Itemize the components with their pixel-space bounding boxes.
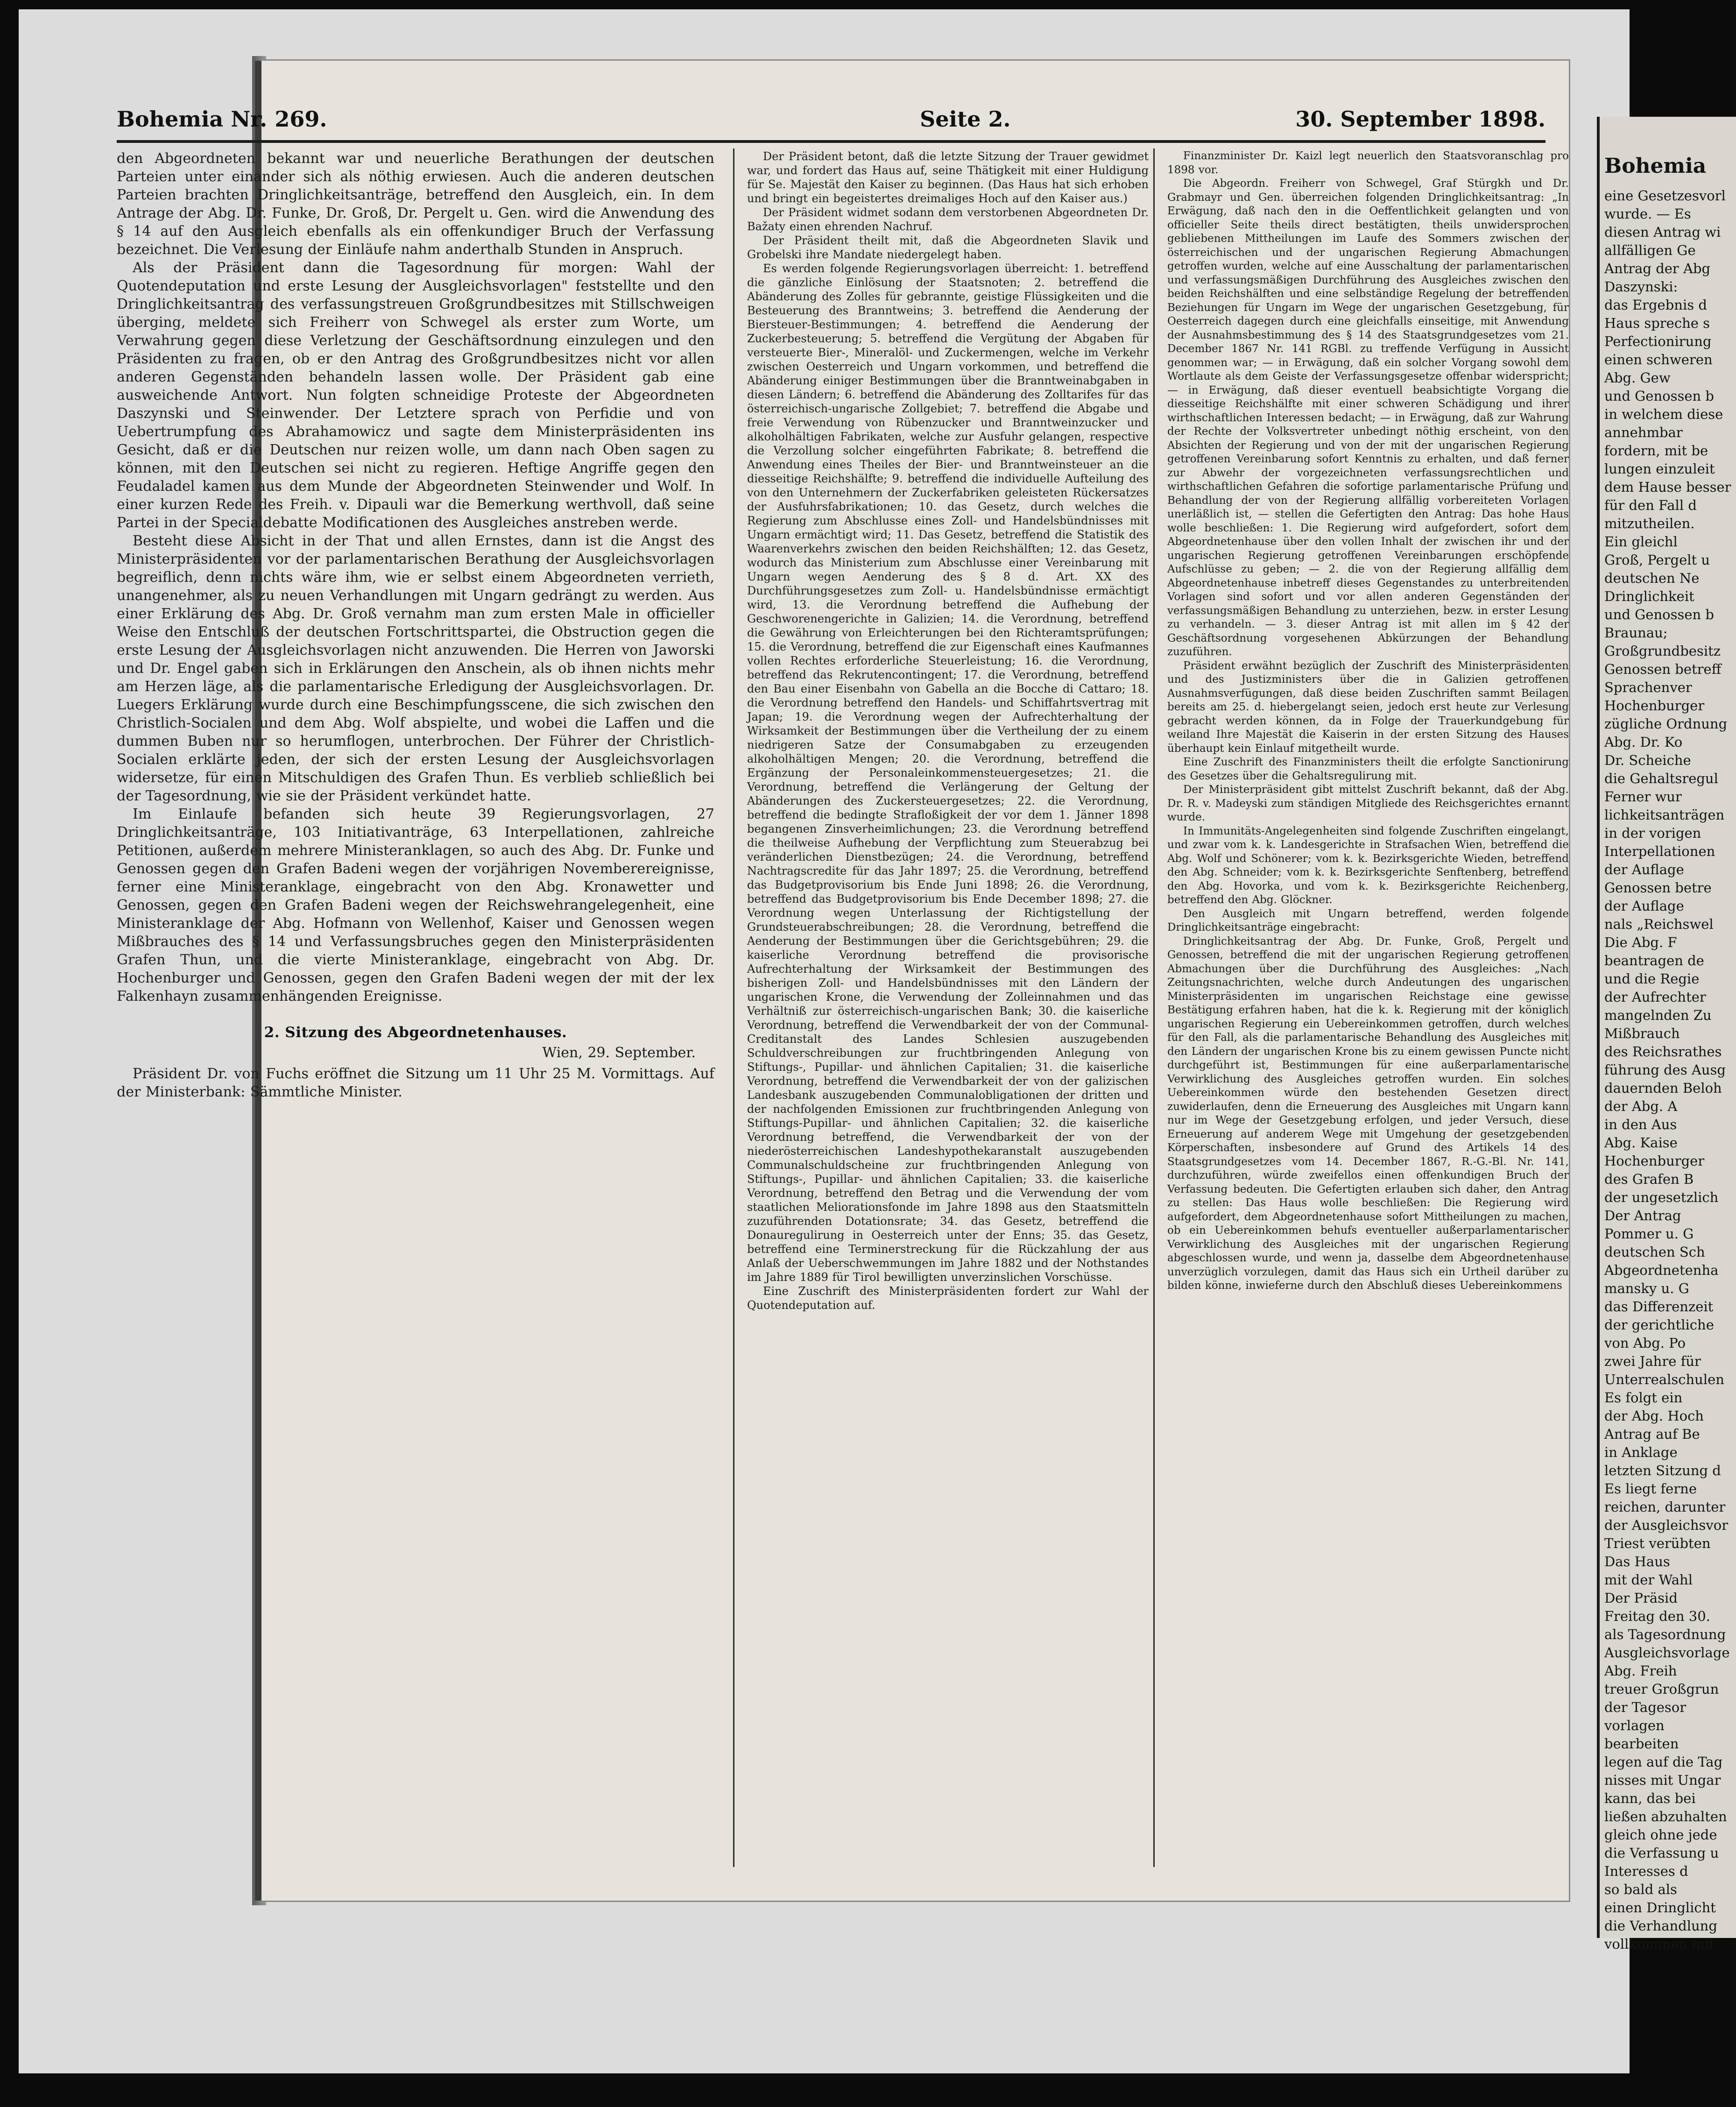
- adjacent-page-line: Es folgt ein: [1604, 1390, 1683, 1406]
- adjacent-page-line: einen Dringlicht: [1604, 1900, 1716, 1916]
- adjacent-page-line: Der Präsid: [1604, 1590, 1678, 1606]
- adjacent-page-line: Abg. Dr. Ko: [1604, 734, 1683, 750]
- adjacent-page-line: und Genossen b: [1604, 388, 1714, 404]
- paragraph: Dringlichkeitsantrag der Abg. Dr. Funke, Groß, Pergelt und Genossen, betreffend die mit der ungarischen Regierung getroffenen Abmachungen über die Durchführung des Ausgleiches: „Nach Zeitungsnachrichten, welche durch Andeutungen des ungarischen Ministerpräsidenten im ungarischen Reichstage eine gewisse Bestätigung erfahren haben, hat die k. k. Regierung mit der königlich ungarischen Regierung ein Uebereinkommen getroffen, durch welches für den Fall, als die parlamentarische Behandlung des Ausgleiches mit den Ländern der ungarischen Krone bis zu einem gewissen Puncte nicht durchgeführt ist, Bestimmungen für eine außerparlamentarische Verwirklichung des Ausgleiches getroffen wurden. Ein solches Uebereinkommen würde den bestehenden Gesetzen direct zuwiderlaufen, denn die Erneuerung des Ausgleiches mit Ungarn kann nur im Wege der Gesetzgebung erfolgen, und jeder Versuch, diese Erneuerung auf anderem Wege mit Umgehung der gesetzgebenden Körperschaften, insbesondere auf Grund des Artikels 14 des Staatsgrundgesetzes vom 14. December 1867, R.-G.-Bl. Nr. 141, durchzuführen, würde zweifellos einen offenkundigen Bruch der Verfassung bedeuten. Die Gefertigten erlauben sich daher, den Antrag zu stellen: Das Haus wolle beschließen: Die Regierung wird aufgefordert, dem Abgeordnetenhause sofort Mittheilungen zu machen, ob ein Uebereinkommen behufs eventueller außerparlamentarischer Verwirklichung des Ausgleiches mit der ungarischen Regierung abgeschlossen wurde, und wenn ja, dasselbe dem Abgeordnetenhause unverzüglich vorzulegen, damit das Haus sich ein Urtheil darüber zu bilden könne, inwieferne durch den Abschluß dieses Uebereinkommens: [1167, 935, 1569, 1292]
- adjacent-page-line: ließen abzuhalten: [1604, 1809, 1727, 1824]
- adjacent-page-line: nals „Reichswel: [1604, 916, 1714, 932]
- adjacent-page-line: reichen, darunter: [1604, 1499, 1726, 1515]
- adjacent-page-line: dauernden Beloh: [1604, 1080, 1722, 1096]
- adjacent-page-line: letzten Sitzung d: [1604, 1463, 1721, 1478]
- column-divider: [733, 148, 734, 1867]
- adjacent-page-line: wurde. — Es: [1604, 206, 1691, 222]
- paragraph: Es werden folgende Regierungsvorlagen überreicht: 1. betreffend die gänzliche Einlösung der Staatsnoten; 2. betreffend die Abänderung des Zolles für gebrannte, geistige Flüssigkeiten und die Besteuerung des Branntweins; 3. betreffend die Aenderung der Biersteuer-Bestimmungen; 4. betreffend die Aenderung der Zuckerbesteuerung; 5. betreffend die Vergütung der Abgaben für versteuerte Bier-, Mineralöl- und Zuckermengen, welche im Verkehr zwischen Oesterreich und Ungarn vorkommen, und betreffend die Abänderung einiger Bestimmungen über die Branntweinabgaben in diesen Ländern; 6. betreffend die Abänderung des Zolltarifes für das österreichisch-ungarische Zollgebiet; 7. betreffend die Abgabe und freie Verwendung von Rübenzucker und Branntweinzucker und alkoholhältigen Fabrikaten, welche zur Ausfuhr gelangen, respective die Verzollung solcher eingeführten Fabrikate; 8. betreffend die Anwendung eines Theiles der Bier- und Branntweinsteuer an die diesseitige Reichshälfte; 9. betreffend die individuelle Aufteilung des von den Unternehmern der Zuckerfabriken geleisteten Rückersatzes der Ausfuhrsfabrikationen; 10. das Gesetz, durch welches die Regierung zum Abschlusse eines Zoll- und Handelsbündnisses mit Ungarn ermächtigt wird; 11. Das Gesetz, betreffend die Statistik des Waarenverkehrs zwischen den beiden Reichshälften; 12. das Gesetz, wodurch das Ministerium zum Abschlusse einer Vereinbarung mit Ungarn wegen Aenderung des § 8 d. Art. XX des Durchführungsgesetzes zum Zoll- u. Handelsbündnisse ermächtigt wird, 13. die Verordnung betreffend die Aufhebung der Geschworenengerichte in Galizien; 14. die Verordnung, betreffend die Gewährung von Erleichterungen bei den Richteramtsprüfungen; 15. die Verordnung, betreffend die zur Eigenschaft eines Kaufmannes vollen Rechtes erforderliche Steuerleistung; 16. die Verordnung, betreffend das Rekrutencontingent; 17. die Verordnung, betreffend den Bau einer Eisenbahn von Gabella an die Bocche di Cattaro; 18. die Verordnung betreffend den Handels- und Schiffahrtsvertrag mit Japan; 19. die Verordnung wegen der Aufrechterhaltung der Wirksamkeit der Bestimmungen über die Vertheilung der zu einem niedrigeren Satze der Consumabgaben zu erzeugenden alkoholhältigen Mengen; 20. die Verordnung, betreffend die Ergänzung der Personaleinkommensteuergesetzes; 21. die Verordnung, betreffend die Verlängerung der Geltung der Abänderungen des Zuckersteuergesetzes; 22. die Verordnung, betreffend die bedingte Strafloßigkeit der vor dem 1. Jänner 1898 begangenen Zinsverheimlichungen; 23. die Verordnung betreffend die theilweise Aufhebung der Verpflichtung zum Steuerabzug bei veränderlichen Dienstbezügen; 24. die Verordnung, betreffend Nachtragscredite für das Jahr 1897; 25. die Verordnung, betreffend das Budgetprovisorium bis Ende Juni 1898; 26. die Verordnung, betreffend das Budgetprovisorium bis Ende December 1898; 27. die Verordnung wegen Unterlassung der Richtigstellung der Grundsteuerabschreibungen; 28. die Verordnung, betreffend die Aenderung der Bestimmungen über die Gerichtsgebühren; 29. die kaiserliche Verordnung betreffend die provisorische Aufrechterhaltung der Wirksamkeit der Bestimmungen des bisherigen Zoll- und Handelsbündnisses mit den Ländern der ungarischen Krone, die Verwendung der Zolleinnahmen und das Verhältniß zur österreichisch-ungarischen Bank; 30. die kaiserliche Verordnung, betreffend die Verwendbarkeit der von der Communal-Creditanstalt des Landes Schlesien auszugebenden Schuldverschreibungen zur fruchtbringenden Anlegung von Stiftungs-, Pupillar- und ähnlichen Capitalien; 31. die kaiserliche Verordnung, betreffend die Verwendbarkeit der von der galizischen Landesbank auszugebenden Communalobligationen der dritten und der nachfolgenden Emissionen zur fruchtbringenden Anlegung von Stiftungs-Pupillar- und ähnlichen Capitalien; 32. die kaiserliche Verordnung betreffend, die Verwendbarkeit der von der niederösterreichischen Landeshypothekaranstalt auszugebenden Communalschuldscheine zur fruchtbringenden Anlegung von Stiftungs-, Pupillar- und ähnlichen Capitalien; 33. die kaiserliche Verordnung, betreffend den Betrag und die Verwendung der vom staatlichen Meliorationsfonde im Jahre 1898 aus den Staatsmitteln zuzuführenden Dotationsrate; 34. das Gesetz, betreffend die Donauregulirung in Oesterreich unter der Enns; 35. das Gesetz, betreffend eine Terminerstreckung für die Rückzahlung der aus Anlaß der Ueberschwemmungen im Jahre 1882 und der Nothstandes im Jahre 1889 für Tirol bewilligten unverzinslichen Vorschüsse.: [747, 262, 1149, 1284]
- paragraph: Präsident erwähnt bezüglich der Zuschrift des Ministerpräsidenten und des Justizministers über die in Galizien getroffenen Ausnahmsverfügungen, daß diese beiden Zuschriften sammt Beilagen bereits am 25. d. hiebergelangt seien, jedoch erst heute zur Verlesung gebracht werden können, da in Folge der Trauerkundgebung für weiland Ihre Majestät die Kaiserin in der ersten Sitzung des Hauses überhaupt kein Einlauf mitgetheilt wurde.: [1167, 659, 1569, 755]
- adjacent-page-line: von Abg. Po: [1604, 1335, 1686, 1351]
- adjacent-page-line: Abgeordnetenha: [1604, 1262, 1719, 1278]
- adjacent-page-line: Das Haus: [1604, 1554, 1670, 1570]
- adjacent-page-line: Hochenburger: [1604, 698, 1705, 714]
- adjacent-page-line: dem Hause besser: [1604, 479, 1731, 495]
- section-heading: 2. Sitzung des Abgeordnetenhauses.: [264, 1024, 567, 1041]
- adjacent-page-line: Interpellationen: [1604, 843, 1715, 859]
- adjacent-page-line: Pommer u. G: [1604, 1226, 1694, 1242]
- adjacent-page-line: legen auf die Tag: [1604, 1754, 1723, 1770]
- paragraph: Den Ausgleich mit Ungarn betreffend, werden folgende Dringlichkeitsanträge eingebracht:: [1167, 907, 1569, 933]
- adjacent-page-line: Ferner wur: [1604, 789, 1682, 805]
- adjacent-page-line: der Ausgleichsvor: [1604, 1517, 1729, 1533]
- adjacent-page-line: Die Abg. F: [1604, 934, 1677, 950]
- adjacent-page-line: das Ergebnis d: [1604, 297, 1707, 313]
- paragraph: Eine Zuschrift des Finanzministers theilt die erfolgte Sanctionirung des Gesetzes über die Gehaltsregulirung mit.: [1167, 756, 1569, 782]
- adjacent-page-line: des Grafen B: [1604, 1171, 1694, 1187]
- adjacent-page-line: in welchem diese: [1604, 406, 1723, 422]
- adjacent-page-line: einen schweren: [1604, 352, 1713, 368]
- adjacent-page-line: der Abg. Hoch: [1604, 1408, 1704, 1424]
- adjacent-page-line: fordern, mit be: [1604, 443, 1708, 459]
- adjacent-page-line: der Auflage: [1604, 862, 1684, 877]
- paragraph: Im Einlaufe befanden sich heute 39 Regierungsvorlagen, 27 Dringlichkeitsanträge, 103 Initiativanträge, 63 Interpellationen, zahlreiche Petitionen, außerdem mehrere Ministeranklagen, so auch des Abg. Dr. Funke und Genossen gegen den Grafen Badeni wegen der vorjährigen Novemberereignisse, ferner eine Ministeranklage, eingebracht von den Abg. Kronawetter und Genossen, gegen den Grafen Badeni wegen der Reichswehrangelegenheit, eine Ministeranklage der Abg. Hofmann von Wellenhof, Kaiser und Genossen wegen Mißbrauches des § 14 und Verfassungsbruches gegen den Ministerpräsidenten Grafen Thun, und die vierte Ministeranklage, eingebracht von Abg. Dr. Hochenburger und Genossen, gegen den Grafen Badeni wegen der mit der lex Falkenhayn zusammenhängenden Ereignisse.: [117, 806, 714, 1004]
- adjacent-page-line: allfälligen Ge: [1604, 242, 1696, 258]
- adjacent-page-line: mangelnden Zu: [1604, 1007, 1712, 1023]
- adjacent-page-line: beantragen de: [1604, 953, 1704, 969]
- paragraph: Der Ministerpräsident gibt mittelst Zuschrift bekannt, daß der Abg. Dr. R. v. Madeyski zum ständigen Mitgliede des Reichsgerichtes ernannt wurde.: [1167, 784, 1569, 823]
- column-1: [117, 149, 714, 1101]
- adjacent-page-line: Hochenburger: [1604, 1153, 1705, 1169]
- adjacent-page-line: des Reichsrathes: [1604, 1044, 1722, 1060]
- adjacent-page-line: Braunau;: [1604, 625, 1668, 641]
- adjacent-page-line: Ausgleichsvorlage: [1604, 1645, 1730, 1661]
- adjacent-page-line: die Gehaltsregul: [1604, 771, 1718, 786]
- adjacent-page-line: Abg. Gew: [1604, 370, 1671, 386]
- adjacent-page-line: der gerichtliche: [1604, 1317, 1714, 1333]
- adjacent-page-line: und die Regie: [1604, 971, 1700, 987]
- paragraph: Präsident Dr. von Fuchs eröffnet die Sitzung um 11 Uhr 25 M. Vormittags. Auf der Ministerbank: Sämmtliche Minister.: [117, 1066, 714, 1100]
- adjacent-page-line: gleich ohne jede: [1604, 1827, 1717, 1843]
- adjacent-page-line: annehmbar: [1604, 424, 1683, 440]
- adjacent-page-line: Daszynski:: [1604, 279, 1678, 295]
- adjacent-page-line: zwei Jahre für: [1604, 1353, 1701, 1369]
- adjacent-page-line: lichkeitsanträgen: [1604, 807, 1725, 823]
- adjacent-page-line: für den Fall d: [1604, 497, 1697, 513]
- paragraph: Der Präsident betont, daß die letzte Sitzung der Trauer gewidmet war, und fordert das Haus auf, seine Thätigkeit mit einer Huldigung für Se. Majestät den Kaiser zu beginnen. (Das Haus hat sich erhoben und bringt ein begeistertes dreimaliges Hoch auf den Kaiser aus.): [747, 150, 1149, 205]
- adjacent-page-line: Groß, Pergelt u: [1604, 552, 1710, 568]
- adjacent-page-line: diesen Antrag wi: [1604, 224, 1721, 240]
- paragraph: den Abgeordneten bekannt war und neuerliche Berathungen der deutschen Parteien unter einander sich als nöthig erwiesen. Auch die anderen deutschen Parteien brachten Dringlichkeitsanträge, betreffend den Ausgleich, ein. In dem Antrage der Abg. Dr. Funke, Dr. Groß, Dr. Pergelt u. Gen. wird die Anwendung des § 14 auf den Ausgleich ebenfalls als ein offenkundiger Bruch der Verfassung bezeichnet. Die Verlesung der Einläufe nahm anderthalb Stunden in Anspruch.: [117, 150, 714, 258]
- paragraph: Der Präsident widmet sodann dem verstorbenen Abgeordneten Dr. Bažaty einen ehrenden Nachruf.: [747, 206, 1149, 233]
- adjacent-page-line: Großgrundbesitz: [1604, 643, 1721, 659]
- adjacent-page-line: Abg. Kaise: [1604, 1135, 1678, 1151]
- adjacent-page-line: Haus spreche s: [1604, 315, 1710, 331]
- adjacent-page-line: in der vorigen: [1604, 825, 1701, 841]
- adjacent-page-column: [1604, 187, 1735, 1953]
- paragraph: Besteht diese Absicht in der That und allen Ernstes, dann ist die Angst des Ministerpräsidenten vor der parlamentarischen Berathung der Ausgleichsvorlagen begreiflich, denn nichts wäre ihm, wie er selbst einem Abgeordneten verrieth, unangenehmer, als zu neuen Verhandlungen mit Ungarn gedrängt zu werden. Aus einer Erklärung des Abg. Dr. Groß vernahm man zum ersten Male in officieller Weise den Entschluß der deutschen Fortschrittspartei, die Obstruction gegen die erste Lesung der Ausgleichsvorlagen nicht anzuwenden. Die Herren von Jaworski und Dr. Engel gaben sich in Erklärungen den Anschein, als ob ihnen nichts mehr am Herzen läge, als die parlamentarische Erledigung der Ausgleichsvorlagen. Dr. Luegers Erklärung wurde durch eine Beschimpfungsscene, die sich zwischen den Christlich-Socialen und dem Abg. Wolf abspielte, und wobei die Laffen und die dummen Buben nur so herumflogen, unterbrochen. Der Führer der Christlich-Socialen erklärte jeden, der sich der ersten Lesung der Ausgleichsvorlagen widersetze, für einen Mitschuldigen des Grafen Thun. Es verblieb schließlich bei der Tagesordnung, wie sie der Präsident verkündet hatte.: [117, 533, 714, 804]
- adjacent-page-line: deutschen Sch: [1604, 1244, 1705, 1260]
- paragraph: Finanzminister Dr. Kaizl legt neuerlich den Staatsvoranschlag pro 1898 vor.: [1167, 150, 1569, 176]
- adjacent-page-line: so bald als: [1604, 1881, 1677, 1897]
- paragraph: Eine Zuschrift des Ministerpräsidenten fordert zur Wahl der Quotendeputation auf.: [747, 1285, 1149, 1312]
- adjacent-page-line: der Auflage: [1604, 898, 1684, 914]
- adjacent-page-line: in Anklage: [1604, 1444, 1678, 1460]
- adjacent-page-line: der ungesetzlich: [1604, 1189, 1719, 1205]
- adjacent-page-line: Mißbrauch: [1604, 1025, 1680, 1041]
- adjacent-page-line: Sprachenver: [1604, 679, 1692, 695]
- adjacent-page-line: Antrag der Abg: [1604, 261, 1711, 276]
- adjacent-page-line: führung des Ausg: [1604, 1062, 1726, 1078]
- adjacent-page-line: der Tagesor: [1604, 1699, 1687, 1715]
- adjacent-page-line: Freitag den 30.: [1604, 1608, 1710, 1624]
- adjacent-page-line: deutschen Ne: [1604, 570, 1700, 586]
- adjacent-page-line: Abg. Freih: [1604, 1663, 1677, 1679]
- adjacent-page-line: als Tagesordnung: [1604, 1626, 1726, 1642]
- adjacent-page-line: lungen einzuleit: [1604, 461, 1715, 477]
- header-publication: Bohemia Nr. 269.: [117, 106, 327, 132]
- column-divider: [1153, 148, 1155, 1867]
- adjacent-page-line: die Verfassung u: [1604, 1845, 1719, 1861]
- header-date: 30. September 1898.: [1295, 106, 1545, 132]
- adjacent-page-line: nisses mit Ungar: [1604, 1772, 1721, 1788]
- adjacent-page-line: vollkommen mit: [1604, 1936, 1715, 1952]
- adjacent-page-line: mitzutheilen.: [1604, 516, 1695, 531]
- adjacent-page-line: Interesses d: [1604, 1863, 1688, 1879]
- adjacent-page-line: Genossen betreff: [1604, 661, 1722, 677]
- adjacent-page-line: vorlagen: [1604, 1718, 1665, 1733]
- adjacent-page-line: das Differenzeit: [1604, 1299, 1714, 1315]
- adjacent-page-line: und Genossen b: [1604, 607, 1714, 622]
- adjacent-page-line: Es liegt ferne: [1604, 1481, 1697, 1497]
- adjacent-page-line: die Verhandlung: [1604, 1918, 1717, 1934]
- adjacent-page-line: Ein gleichl: [1604, 534, 1678, 550]
- adjacent-page-line: Dr. Scheiche: [1604, 752, 1691, 768]
- paragraph: In Immunitäts-Angelegenheiten sind folgende Zuschriften eingelangt, und zwar vom k. k. Landesgerichte in Strafsachen Wien, betreffend die Abg. Wolf und Schönerer; vom k. k. Bezirksgerichte Wieden, betreffend den Abg. Schneider; vom k. k. Bezirksgerichte Senftenberg, betreffend den Abg. Hovorka, und vom k. k. Bezirksgerichte Reichenberg, betreffend den Abg. Glöckner.: [1167, 825, 1569, 906]
- paragraph: Die Abgeordn. Freiherr von Schwegel, Graf Stürgkh und Dr. Grabmayr und Gen. überreichen folgenden Dringlichkeitsantrag: „In Erwägung, daß nach den in die Oeffentlichkeit gelangten und von officieller Seite theils direct bestätigten, theils unwidersprochen gebliebenen Mittheilungen im Laufe des Sommers zwischen der österreichischen und der ungarischen Regierung Abmachungen getroffen wurden, welche auf eine Ausschaltung der parlamentarischen und verfassungsmäßigen Durchführung des Ausgleiches zwischen den beiden Reichshälften und eine selbständige Regelung der betreffenden Beziehungen für Ungarn im Wege der ungarischen Gesetzgebung, für Oesterreich dagegen durch eine gleichfalls einseitige, mit Anwendung der Ausnahmsbestimmung des § 14 des Staatsgrundgesetzes vom 21. December 1867 Nr. 141 RGBl. zu treffende Verfügung in Aussicht genommen war; — in Erwägung, daß ein solcher Vorgang sowohl dem Wortlaute als dem Geiste der Verfassungsgesetze offenbar widerspricht; — in Erwägung, daß dieser eventuell beabsichtigte Vorgang die diesseitige Reichshälfte mit einer schweren Schädigung und ihrer wirthschaftlichen Interessen bedacht; — in Erwägung, daß zur Wahrung der Rechte der Volksvertreter unbedingt nöthig erscheint, von den Absichten der Regierung und von der mit der ungarischen Regierung getroffenen Vereinbarung sofort Kenntnis zu erhalten, und daß ferner zur Abwehr der vorgezeichneten verfassungsrechtlichen und wirthschaftlichen Gefahren die sofortige parlamentarische Prüfung und Behandlung der von der Regierung allfällig vorbereiteten Vorlagen unerläßlich ist, — stellen die Gefertigten den Antrag: Das hohe Haus wolle beschließen: 1. Die Regierung wird aufgefordert, sofort dem Abgeordnetenhause über den vollen Inhalt der zwischen ihr und der ungarischen Regierung getroffenen Vereinbarungen erschöpfende Aufschlüsse zu geben; — 2. die von der Regierung allfällig dem Abgeordnetenhause inbetreff dieses Gegenstandes zu unterbreitenden Vorlagen sind sofort und vor allen anderen Gegenständen der verfassungsmäßigen Behandlung zu unterziehen, bezw. in erster Lesung zu verhandeln. — 3. dieser Antrag ist mit allen im § 42 der Geschäftsordnung vorgesehenen Abkürzungen der Behandlung zuzuführen.: [1167, 177, 1569, 658]
- header-rule: [117, 140, 1545, 143]
- adjacent-page-line: mansky u. G: [1604, 1280, 1689, 1296]
- adjacent-page-line: in den Aus: [1604, 1117, 1677, 1132]
- adjacent-page-line: Dringlichkeit: [1604, 588, 1694, 604]
- column-2: [747, 149, 1149, 1312]
- adjacent-page-line: kann, das bei: [1604, 1790, 1696, 1806]
- adjacent-page-line: zügliche Ordnung: [1604, 716, 1728, 732]
- dateline: Wien, 29. September.: [542, 1045, 696, 1061]
- paragraph: Der Präsident theilt mit, daß die Abgeordneten Slavik und Grobelski ihre Mandate niedergelegt haben.: [747, 234, 1149, 261]
- adjacent-page-line: der Abg. A: [1604, 1098, 1678, 1114]
- adjacent-page-line: Genossen betre: [1604, 880, 1712, 896]
- adjacent-page-line: Antrag auf Be: [1604, 1426, 1700, 1442]
- adjacent-page-header: Bohemia: [1604, 154, 1707, 178]
- adjacent-page-line: mit der Wahl: [1604, 1572, 1693, 1588]
- adjacent-page-line: der Aufrechter: [1604, 989, 1706, 1005]
- page-header: [117, 106, 1545, 139]
- adjacent-page-line: Der Antrag: [1604, 1208, 1681, 1223]
- header-page-number: Seite 2.: [920, 106, 1011, 132]
- adjacent-page-line: eine Gesetzesvorl: [1604, 188, 1726, 204]
- adjacent-page-line: bearbeiten: [1604, 1736, 1679, 1752]
- adjacent-page-line: Triest verübten: [1604, 1535, 1711, 1551]
- paragraph: Als der Präsident dann die Tagesordnung für morgen: Wahl der Quotendeputation und erste Lesung der Ausgleichsvorlagen" feststellte und den Dringlichkeitsantrag des verfassungstreuen Großgrundbesitzes mit Stillschweigen überging, meldete sich Freiherr von Schwegel als erster zum Worte, um Verwahrung gegen diese Verletzung der Geschäftsordnung einzulegen und den Präsidenten zu fragen, ob er den Antrag des Großgrundbesitzes nicht vor allen anderen Gegenständen behandeln lassen wolle. Der Präsident gab eine ausweichende Antwort. Nun folgten schneidige Proteste der Abgeordneten Daszynski und Steinwender. Der Letztere sprach von Perfidie und von Uebertrumpfung des Abrahamowicz und sagte dem Ministerpräsidenten ins Gesicht, daß er die Deutschen nur reizen wolle, um dann nach Oben sagen zu können, mit den Deutschen sei nicht zu regieren. Heftige Angriffe gegen den Feudaladel kamen aus dem Munde der Abgeordneten Steinwender und Wolf. In einer kurzen Rede des Freih. v. Dipauli war die Bemerkung werthvoll, daß seine Partei in der Specialdebatte Modificationen des Ausgleiches anstreben werde.: [117, 260, 714, 531]
- adjacent-page-line: treuer Großgrun: [1604, 1681, 1719, 1697]
- column-3: [1167, 149, 1569, 1293]
- adjacent-page-line: Unterrealschulen: [1604, 1372, 1724, 1387]
- adjacent-page-line: Perfectionirung: [1604, 333, 1712, 349]
- adjacent-page: [1597, 117, 1736, 1952]
